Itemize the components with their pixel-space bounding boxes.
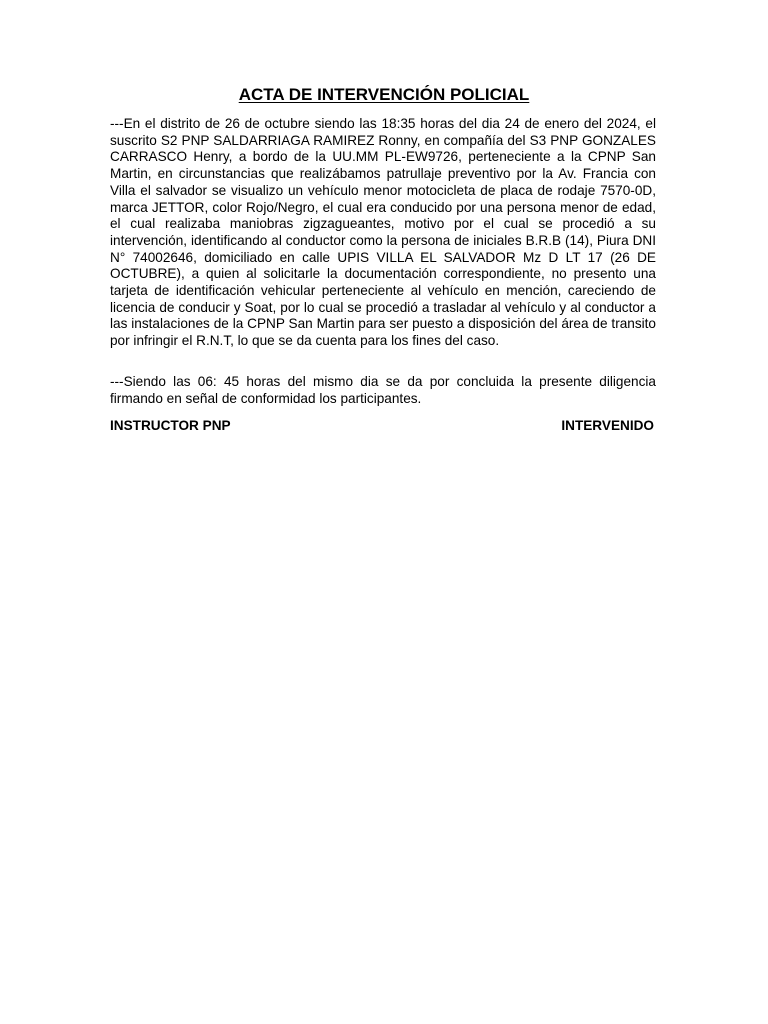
- signature-row: [110, 418, 656, 433]
- body-paragraph-1: ---En el distrito de 26 de octubre siendo las 18:35 horas del dia 24 de enero del 2024, el suscrito S2 PNP SALDARRIAGA RAMIREZ Ronny, en compañía del S3 PNP GONZALES CARRASCO Henry, a bordo de la UU.MM PL-EW9726, perteneciente a la CPNP San Martin, en circunstancias que realizábamos patrullaje preventivo por la Av. Francia con Villa el salvador se visualizo un vehículo menor motocicleta de placa de rodaje 7570-0D, marca JETTOR, color Rojo/Negro, el cual era conducido por una persona menor de edad, el cual realizaba maniobras zigzagueantes, motivo por el cual se procedió a su intervención, identificando al conductor como la persona de iniciales B.R.B (14), Piura DNI N° 74002646, domiciliado en calle UPIS VILLA EL SALVADOR Mz D LT 17 (26 DE OCTUBRE), a quien al solicitarle la documentación correspondiente, no presento una tarjeta de identificación vehicular perteneciente al vehículo en mención, careciendo de licencia de conducir y Soat, por lo cual se procedió a trasladar al vehículo y al conductor a las instalaciones de la CPNP San Martin para ser puesto a disposición del área de transito por infringir el R.N.T, lo que se da cuenta para los fines del caso.: [110, 116, 656, 349]
- signature-label-intervenido: INTERVENIDO: [561, 418, 654, 433]
- body-paragraph-2: ---Siendo las 06: 45 horas del mismo dia se da por concluida la presente diligencia firmando en señal de conformidad los participantes.: [110, 374, 656, 406]
- document-title: ACTA DE INTERVENCIÓN POLICIAL: [238, 85, 530, 104]
- signature-label-instructor: INSTRUCTOR PNP: [110, 418, 231, 433]
